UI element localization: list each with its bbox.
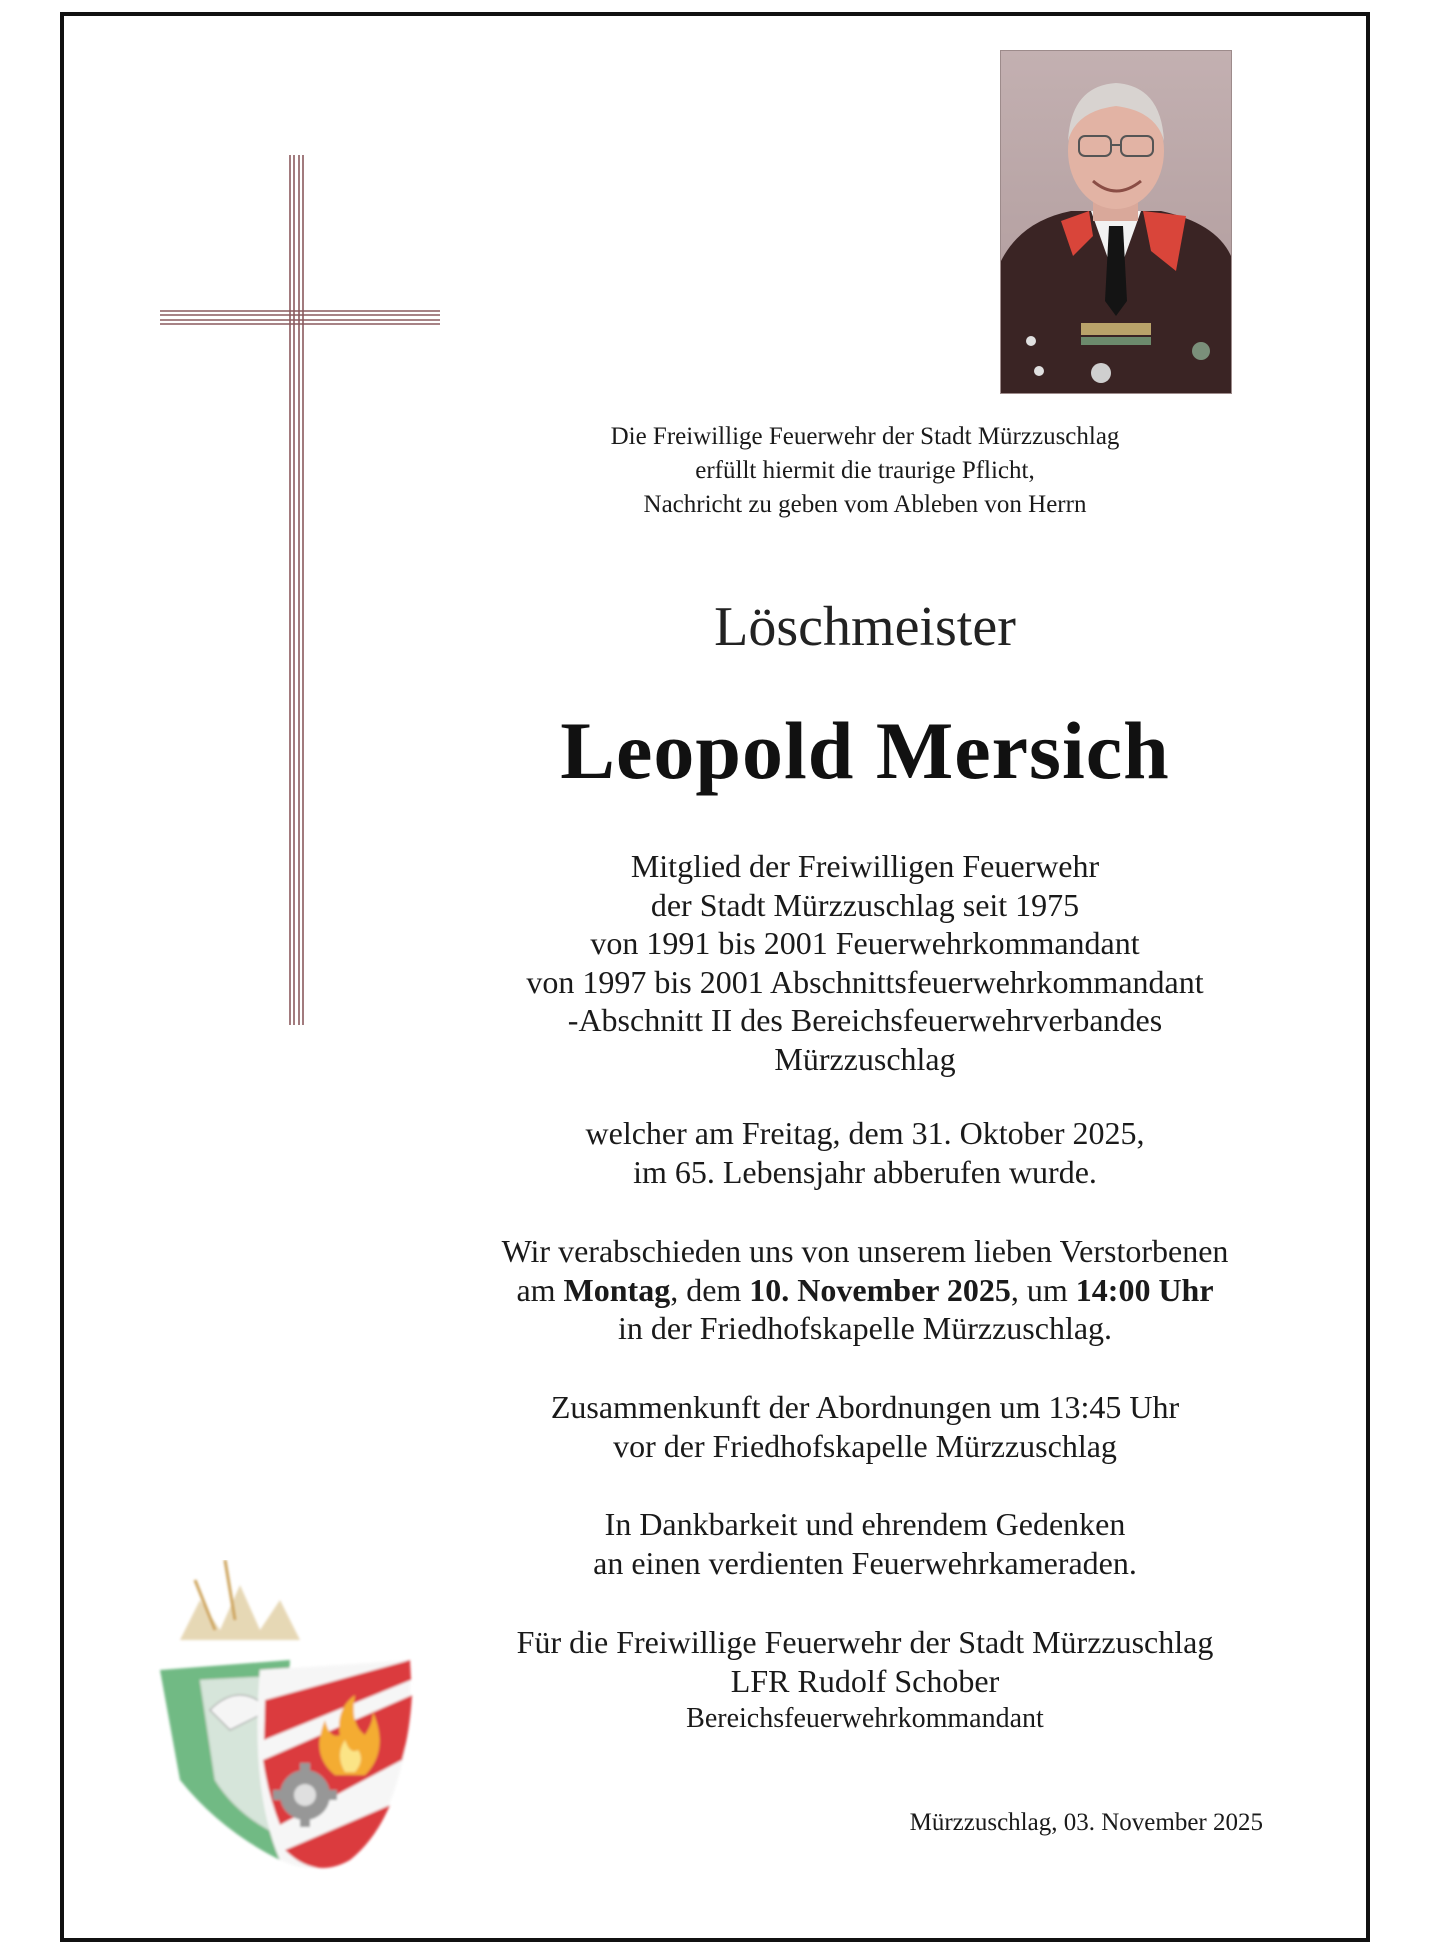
portrait-photo-icon <box>1001 51 1231 393</box>
rank-title: Löschmeister <box>714 596 1016 658</box>
death-line: welcher am Freitag, dem 31. Oktober 2025, <box>585 1115 1145 1151</box>
signature-line: Für die Freiwillige Feuerwehr der Stadt Mürzzuschlag <box>516 1624 1214 1660</box>
intro-line: erfüllt hiermit die traurige Pflicht, <box>695 457 1035 484</box>
farewell-block <box>470 1232 1260 1348</box>
gratitude-line: In Dankbarkeit und ehrendem Gedenken <box>604 1506 1126 1542</box>
farewell-line: Wir verabschieden uns von unserem lieben Verstorbenen <box>501 1233 1229 1269</box>
farewell-sep: , dem <box>670 1271 750 1308</box>
portrait-photo <box>1000 50 1232 394</box>
farewell-prefix: am <box>516 1271 564 1308</box>
farewell-sep: , um <box>1010 1271 1076 1308</box>
place-date: Mürzzuschlag, 03. November 2025 <box>909 1809 1263 1836</box>
farewell-day: Montag <box>563 1271 671 1308</box>
career-line: der Stadt Mürzzuschlag seit 1975 <box>650 886 1080 923</box>
gathering-block <box>470 1388 1260 1465</box>
gratitude-block <box>470 1505 1260 1582</box>
gathering-line: Zusammenkunft der Abordnungen um 13:45 Uhr <box>550 1389 1180 1425</box>
career-line: Mitglied der Freiwilligen Feuerwehr <box>630 848 1100 884</box>
career-line: von 1991 bis 2001 Feuerwehrkommandant <box>590 925 1140 961</box>
death-line: im 65. Lebensjahr abberufen wurde. <box>633 1153 1097 1190</box>
signature-block <box>470 1623 1260 1739</box>
gathering-line: vor der Friedhofskapelle Mürzzuschlag <box>613 1427 1117 1464</box>
intro-line: Nachricht zu geben vom Ableben von Herrn <box>643 491 1087 518</box>
signature-name: LFR Rudolf Schober <box>730 1662 1000 1699</box>
farewell-time: 14:00 Uhr <box>1075 1271 1214 1308</box>
career-line: von 1997 bis 2001 Abschnittsfeuerwehrkommandant <box>526 963 1204 1000</box>
career-line: -Abschnitt II des Bereichsfeuerwehrverbandes <box>567 1002 1163 1038</box>
farewell-line: in der Friedhofskapelle Mürzzuschlag. <box>617 1310 1113 1346</box>
cross-icon <box>160 155 440 1025</box>
intro-text <box>470 420 1260 522</box>
career-block <box>470 847 1260 1078</box>
deceased-name: Leopold Mersich <box>560 705 1170 796</box>
career-line: Mürzzuschlag <box>774 1040 956 1077</box>
farewell-date: 10. November 2025 <box>749 1271 1011 1308</box>
signature-title: Bereichsfeuerwehrkommandant <box>686 1703 1044 1734</box>
death-block <box>470 1114 1260 1191</box>
intro-line: Die Freiwillige Feuerwehr der Stadt Mürzzuschlag <box>610 423 1120 450</box>
fire-brigade-coat-of-arms-icon <box>140 1560 440 1890</box>
gratitude-line: an einen verdienten Feuerwehrkameraden. <box>593 1544 1137 1581</box>
farewell-date-line <box>470 1271 1260 1310</box>
